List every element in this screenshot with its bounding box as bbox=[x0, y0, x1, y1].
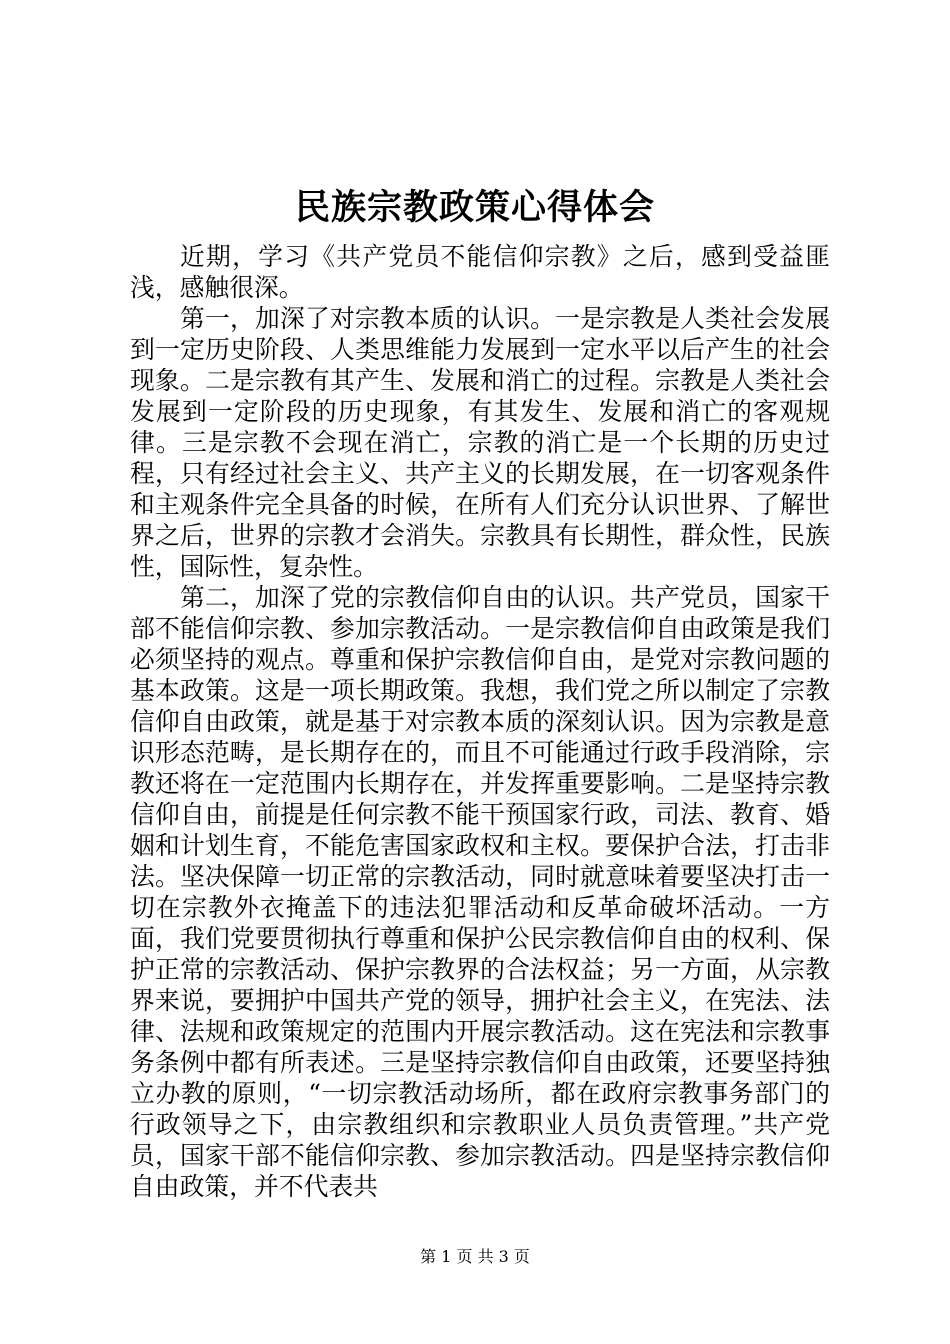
paragraph-intro: 近期，学习《共产党员不能信仰宗教》之后，感到受益匪浅，感触很深。 bbox=[130, 242, 830, 302]
paragraph-first-point: 第一，加深了对宗教本质的认识。一是宗教是人类社会发展到一定历史阶段、人类思维能力发展到一定水平以后产生的社会现象。二是宗教有其产生、发展和消亡的过程。宗教是人类社会发展到一定阶段的历史现象，有其发生、发展和消亡的客观规律。三是宗教不会现在消亡，宗教的消亡是一个长期的历史过程，只有经过社会主义、共产主义的长期发展，在一切客观条件和主观条件完全具备的时候，在所有人们充分认识世界、了解世界之后，世界的宗教才会消失。宗教具有长期性，群众性，民族性，国际性，复杂性。 bbox=[130, 304, 830, 581]
document-title: 民族宗教政策心得体会 bbox=[294, 187, 655, 228]
document-body bbox=[130, 241, 830, 1202]
paragraph-second-point: 第二，加深了党的宗教信仰自由的认识。共产党员，国家干部不能信仰宗教、参加宗教活动。一是宗教信仰自由政策是我们必须坚持的观点。尊重和保护宗教信仰自由，是党对宗教问题的基本政策。这是一项长期政策。我想，我们党之所以制定了宗教信仰自由政策，就是基于对宗教本质的深刻认识。因为宗教是意识形态范畴，是长期存在的，而且不可能通过行政手段消除，宗教还将在一定范围内长期存在，并发挥重要影响。二是坚持宗教信仰自由，前提是任何宗教不能干预国家行政，司法、教育、婚姻和计划生育，不能危害国家政权和主权。要保护合法，打击非法。坚决保障一切正常的宗教活动，同时就意味着要坚决打击一切在宗教外衣掩盖下的违法犯罪活动和反革命破坏活动。一方面，我们党要贯彻执行尊重和保护公民宗教信仰自由的权利、保护正常的宗教活动、保护宗教界的合法权益；另一方面，从宗教界来说，要拥护中国共产党的领导，拥护社会主义，在宪法、法律、法规和政策规定的范围内开展宗教活动。这在宪法和宗教事务条例中都有所表述。三是坚持宗教信仰自由政策，还要坚持独立办教的原则，“一切宗教活动场所，都在政府宗教事务部门的行政领导之下，由宗教组织和宗教职业人员负责管理。”共产党员，国家干部不能信仰宗教、参加宗教活动。四是坚持宗教信仰自由政策，并不代表共 bbox=[130, 583, 830, 1201]
page-number-footer: 第 1 页 共 3 页 bbox=[420, 1247, 530, 1266]
